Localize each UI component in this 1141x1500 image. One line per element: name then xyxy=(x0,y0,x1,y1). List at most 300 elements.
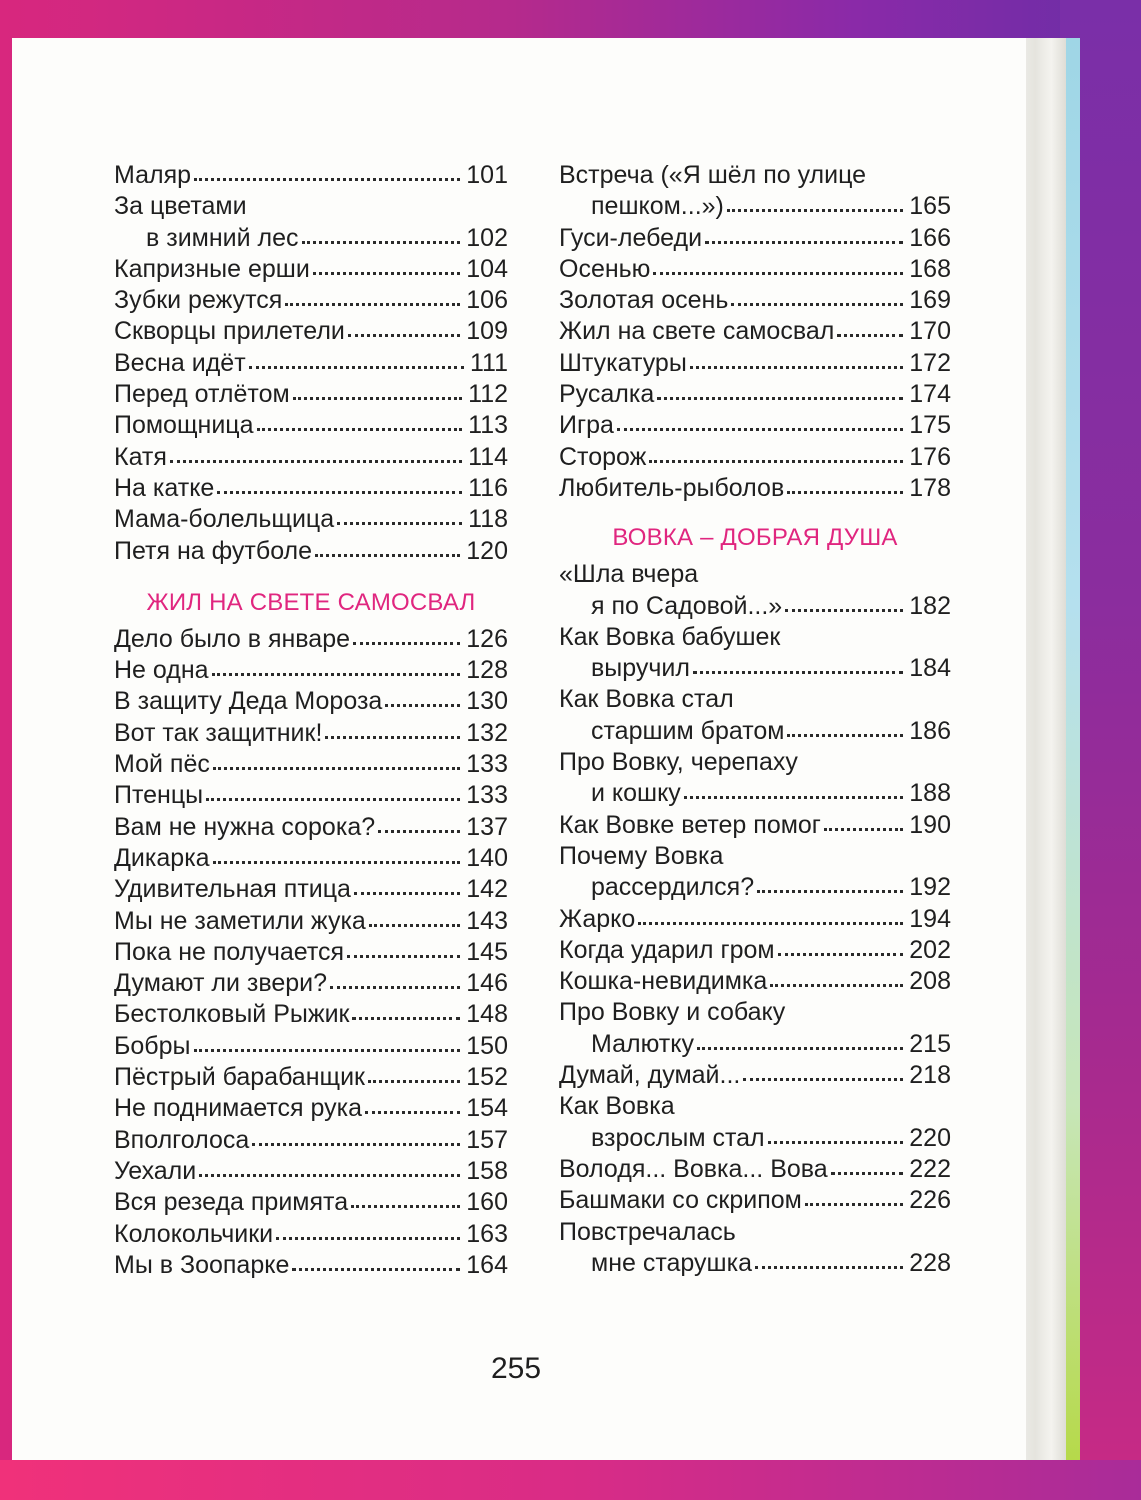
toc-entry xyxy=(114,1093,508,1124)
dot-leader xyxy=(194,1045,461,1052)
toc-entry xyxy=(559,473,951,504)
toc-entry-title: Вся резеда примята xyxy=(114,1188,349,1217)
toc-entry-page: 228 xyxy=(909,1248,951,1277)
dot-leader xyxy=(213,857,461,864)
toc-entry-title: Пёстрый барабанщик xyxy=(114,1063,365,1092)
dot-leader xyxy=(368,1076,460,1083)
toc-entry-title-line: «Шла вчера xyxy=(559,560,699,589)
dot-leader xyxy=(330,982,460,989)
toc-entry-title: Игра xyxy=(559,411,614,440)
toc-entry-page: 118 xyxy=(468,505,508,534)
toc-entry-row xyxy=(114,1062,508,1093)
toc-entry-row xyxy=(559,254,951,285)
toc-entry-title: Думай, думай... xyxy=(559,1061,741,1090)
toc-entry-row xyxy=(559,966,951,997)
toc-entry-row xyxy=(559,348,951,379)
toc-entry-title: Русалка xyxy=(559,380,655,409)
toc-entry-row xyxy=(114,718,508,749)
toc-entry-row xyxy=(114,473,508,504)
toc-entry-page: 142 xyxy=(466,875,508,904)
toc-entry-page: 166 xyxy=(909,223,951,252)
toc-entry-page: 160 xyxy=(466,1188,508,1217)
toc-entry-title: Маляр xyxy=(114,161,192,189)
toc-entry-page: 215 xyxy=(909,1029,951,1058)
toc-entry xyxy=(114,718,508,749)
toc-entry xyxy=(559,966,951,997)
toc-entry-page: 222 xyxy=(909,1154,951,1183)
dot-leader xyxy=(770,980,903,987)
toc-entry xyxy=(114,968,508,999)
toc-entry-title: Катя xyxy=(114,442,167,471)
toc-entry-row xyxy=(559,904,951,935)
toc-entry-row xyxy=(114,536,508,567)
toc-list-left-section xyxy=(114,624,508,1281)
toc-entry-page: 133 xyxy=(466,781,508,810)
toc-entry-page: 133 xyxy=(466,750,508,779)
toc-entry-row xyxy=(559,285,951,316)
toc-right-column xyxy=(559,160,951,1279)
dot-leader xyxy=(785,605,903,612)
toc-entry-row xyxy=(559,1060,951,1091)
toc-entry xyxy=(559,1154,951,1185)
section-title-vovka: ВОВКА – ДОБРАЯ ДУША xyxy=(612,524,898,552)
toc-entry-title: Удивительная птица xyxy=(114,875,351,904)
toc-entry xyxy=(559,1185,951,1216)
toc-entry-title: пешком...») xyxy=(591,192,724,221)
toc-entry-title: Весна идёт xyxy=(114,348,246,377)
toc-entry-title: Мама-болельщица xyxy=(114,505,335,534)
toc-entry-page: 188 xyxy=(909,779,951,808)
dot-leader xyxy=(649,456,903,463)
toc-entry xyxy=(114,812,508,843)
dot-leader xyxy=(743,1074,903,1081)
toc-entry xyxy=(559,622,951,685)
bottom-decor-band xyxy=(0,1460,1141,1500)
toc-entry-title: Колокольчики xyxy=(114,1219,274,1248)
toc-entry xyxy=(114,191,508,254)
dot-leader xyxy=(351,1201,460,1208)
toc-entry-title: Думают ли звери? xyxy=(114,969,328,998)
toc-entry-title: Зубки режутся xyxy=(114,286,283,315)
toc-entry-row xyxy=(559,935,951,966)
toc-entry xyxy=(559,1091,951,1154)
toc-entry-row xyxy=(114,1093,508,1124)
toc-entry-page: 132 xyxy=(466,718,508,747)
toc-entry xyxy=(559,254,951,285)
toc-entry xyxy=(114,1062,508,1093)
toc-entry-title: Помощница xyxy=(114,411,254,440)
toc-entry-row xyxy=(559,1029,951,1060)
toc-entry-title-line: Как Вовка стал xyxy=(559,685,734,714)
toc-entry-page: 226 xyxy=(909,1186,951,1215)
toc-entry-title: Скворцы прилетели xyxy=(114,317,345,346)
toc-entry-page: 112 xyxy=(468,380,508,409)
toc-entry-row xyxy=(114,379,508,410)
toc-entry-title: рассердился? xyxy=(591,873,755,902)
toc-entry xyxy=(114,780,508,811)
toc-entry-title: Золотая осень xyxy=(559,286,729,315)
toc-entry-row xyxy=(114,780,508,811)
toc-entry-row xyxy=(559,716,951,747)
toc-entry-page: 165 xyxy=(909,192,951,221)
dot-leader xyxy=(365,1107,460,1114)
toc-entry-title: Пока не получается xyxy=(114,937,345,966)
toc-entry-page: 146 xyxy=(466,969,508,998)
toc-entry xyxy=(559,379,951,410)
toc-entry-page: 182 xyxy=(909,591,951,620)
toc-entry-page: 111 xyxy=(469,348,508,377)
toc-entry-title: Петя на футболе xyxy=(114,536,313,565)
toc-entry xyxy=(114,999,508,1030)
toc-entry xyxy=(559,559,951,622)
toc-entry-page: 172 xyxy=(909,348,951,377)
toc-entry xyxy=(114,1031,508,1062)
toc-entry-row xyxy=(114,968,508,999)
toc-entry-row xyxy=(114,686,508,717)
dot-leader xyxy=(787,487,903,494)
toc-entry-title: Гуси-лебеди xyxy=(559,223,703,252)
toc-entry-page: 145 xyxy=(466,937,508,966)
toc-entry xyxy=(559,1060,951,1091)
toc-entry-title: Володя... Вовка... Вова xyxy=(559,1154,828,1183)
toc-entry xyxy=(559,348,951,379)
toc-entry-row xyxy=(114,1219,508,1250)
toc-entry-page: 150 xyxy=(466,1031,508,1060)
toc-entry-page: 184 xyxy=(909,654,951,683)
toc-entry xyxy=(114,316,508,347)
toc-entry-title: Мы в Зоопарке xyxy=(114,1250,290,1279)
dot-leader xyxy=(206,794,460,801)
toc-entry-title: Осенью xyxy=(559,254,651,283)
toc-entry xyxy=(114,1125,508,1156)
toc-entry xyxy=(559,285,951,316)
toc-entry xyxy=(114,843,508,874)
toc-entry-title: Сторож xyxy=(559,442,647,471)
toc-entry xyxy=(559,410,951,441)
toc-entry xyxy=(559,160,951,223)
toc-entry xyxy=(559,684,951,747)
toc-entry xyxy=(559,904,951,935)
toc-entry-row xyxy=(114,843,508,874)
dot-leader xyxy=(757,886,903,893)
toc-entry-page: 186 xyxy=(909,716,951,745)
toc-entry xyxy=(114,379,508,410)
toc-entry-row xyxy=(114,937,508,968)
dot-leader xyxy=(805,1199,903,1206)
toc-entry-row xyxy=(559,810,951,841)
toc-entry-title-line: Встреча («Я шёл по улице xyxy=(559,161,867,189)
dot-leader xyxy=(684,792,903,799)
toc-entry-title: Бобры xyxy=(114,1031,191,1060)
toc-entry-title: Вот так защитник! xyxy=(114,718,323,747)
dot-leader xyxy=(653,268,903,275)
toc-entry-page: 109 xyxy=(466,317,508,346)
toc-entry-title: в зимний лес xyxy=(146,223,299,252)
dot-leader xyxy=(337,518,462,525)
dot-leader xyxy=(194,174,460,181)
toc-entry-title: мне старушка xyxy=(591,1248,752,1277)
toc-entry-page: 114 xyxy=(468,442,508,471)
toc-entry-page: 140 xyxy=(466,843,508,872)
toc-entry-row xyxy=(114,285,508,316)
dot-leader xyxy=(705,237,903,244)
toc-entry-title-line: Про Вовку и собаку xyxy=(559,998,786,1027)
toc-entry-row xyxy=(559,778,951,809)
dot-leader xyxy=(697,1043,903,1050)
dot-leader xyxy=(755,1262,903,1269)
toc-entry xyxy=(114,1250,508,1281)
dot-leader xyxy=(217,487,462,494)
toc-entry-page: 202 xyxy=(909,935,951,964)
toc-entry xyxy=(114,504,508,535)
toc-entry-title: Жил на свете самосвал xyxy=(559,317,835,346)
toc-entry xyxy=(114,536,508,567)
dot-leader xyxy=(617,424,903,431)
dot-leader xyxy=(212,669,461,676)
toc-entry xyxy=(559,316,951,347)
toc-entry-title: Как Вовке ветер помог xyxy=(559,810,821,839)
toc-entry-row xyxy=(114,504,508,535)
toc-entry-page: 130 xyxy=(466,687,508,716)
toc-entry-title: Мы не заметили жука xyxy=(114,906,366,935)
toc-entry-title: Дикарка xyxy=(114,843,210,872)
toc-entry xyxy=(114,937,508,968)
toc-entry xyxy=(559,997,951,1060)
toc-entry xyxy=(559,810,951,841)
toc-entry-title: На катке xyxy=(114,473,215,502)
toc-entry-title: Дело было в январе xyxy=(114,624,351,653)
toc-entry-page: 154 xyxy=(466,1094,508,1123)
dot-leader xyxy=(293,393,462,400)
toc-entry-title: Вам не нужна сорока? xyxy=(114,812,376,841)
toc-entry xyxy=(114,1219,508,1250)
toc-entry xyxy=(114,1156,508,1187)
toc-entry-title: Мой пёс xyxy=(114,750,210,779)
toc-entry-title: Не одна xyxy=(114,656,209,685)
toc-entry xyxy=(114,1187,508,1218)
dot-leader xyxy=(731,299,903,306)
toc-entry-page: 168 xyxy=(909,254,951,283)
toc-entry-title: выручил xyxy=(591,654,690,683)
toc-entry-page: 169 xyxy=(909,286,951,315)
toc-entry xyxy=(559,935,951,966)
toc-entry-title: В защиту Деда Мороза xyxy=(114,687,383,716)
toc-entry-row xyxy=(114,749,508,780)
toc-list-right-top xyxy=(559,160,951,504)
toc-entry xyxy=(114,285,508,316)
toc-entry-row xyxy=(559,410,951,441)
toc-entry xyxy=(114,749,508,780)
toc-entry-page: 170 xyxy=(909,317,951,346)
dot-leader xyxy=(693,667,903,674)
toc-entry-row xyxy=(114,906,508,937)
toc-entry xyxy=(114,410,508,441)
toc-entry-page: 218 xyxy=(909,1061,951,1090)
toc-entry-page: 128 xyxy=(466,656,508,685)
toc-entry xyxy=(114,254,508,285)
dot-leader xyxy=(352,1013,460,1020)
toc-entry xyxy=(114,624,508,655)
dot-leader xyxy=(313,268,460,275)
toc-entry xyxy=(559,223,951,254)
toc-entry-row xyxy=(114,1125,508,1156)
toc-entry-page: 120 xyxy=(466,536,508,565)
toc-entry xyxy=(114,442,508,473)
toc-entry-row xyxy=(559,473,951,504)
toc-entry-page: 106 xyxy=(466,286,508,315)
toc-entry-title: Кошка-невидимка xyxy=(559,967,768,996)
toc-entry-row xyxy=(559,1248,951,1279)
toc-entry-page: 116 xyxy=(468,473,508,502)
toc-entry xyxy=(559,442,951,473)
dot-leader xyxy=(348,330,460,337)
toc-entry-row xyxy=(559,223,951,254)
toc-entry-row xyxy=(559,1123,951,1154)
toc-entry-row xyxy=(559,191,951,222)
dot-leader xyxy=(638,918,903,925)
dot-leader xyxy=(787,730,903,737)
toc-entry-row xyxy=(114,655,508,686)
toc-entry-page: 113 xyxy=(468,411,508,440)
toc-entry-title: старшим братом xyxy=(591,716,785,745)
toc-entry xyxy=(114,874,508,905)
toc-entry-row xyxy=(114,223,508,254)
dot-leader xyxy=(252,1139,460,1146)
toc-entry-row xyxy=(114,348,508,379)
toc-entry-row xyxy=(114,316,508,347)
toc-entry-row xyxy=(114,874,508,905)
dot-leader xyxy=(824,824,903,831)
dot-leader xyxy=(257,424,463,431)
dot-leader xyxy=(353,638,460,645)
toc-entry-page: 176 xyxy=(909,442,951,471)
toc-entry-title-line: Как Вовка бабушек xyxy=(559,622,781,651)
toc-entry-title: Любитель-рыболов xyxy=(559,473,785,502)
toc-entry-page: 194 xyxy=(909,904,951,933)
toc-entry-row xyxy=(114,1250,508,1281)
toc-entry-row xyxy=(559,1185,951,1216)
toc-entry-page: 126 xyxy=(466,624,508,653)
dot-leader xyxy=(690,362,903,369)
toc-entry-row xyxy=(559,442,951,473)
toc-entry-page: 104 xyxy=(466,254,508,283)
toc-entry-title-line: За цветами xyxy=(114,192,247,221)
toc-entry-page: 143 xyxy=(466,906,508,935)
dot-leader xyxy=(292,1264,460,1271)
toc-entry-title-line: Повстречалась xyxy=(559,1217,736,1246)
dot-leader xyxy=(378,826,460,833)
toc-entry xyxy=(114,160,508,191)
toc-list-right-section xyxy=(559,559,951,1279)
toc-entry xyxy=(114,686,508,717)
dot-leader xyxy=(727,205,903,212)
toc-entry-page: 158 xyxy=(466,1156,508,1185)
dot-leader xyxy=(325,732,460,739)
toc-left-column xyxy=(114,160,508,1281)
toc-entry-title: Когда ударил гром xyxy=(559,935,775,964)
toc-entry-row xyxy=(114,624,508,655)
dot-leader xyxy=(657,393,903,400)
toc-entry-page: 137 xyxy=(466,812,508,841)
toc-entry-title-line: Почему Вовка xyxy=(559,841,724,870)
toc-entry xyxy=(559,747,951,810)
toc-entry-title: Птенцы xyxy=(114,781,204,810)
toc-entry-page: 190 xyxy=(909,810,951,839)
toc-entry-title: взрослым стал xyxy=(591,1123,765,1152)
toc-entry xyxy=(114,348,508,379)
toc-entry-title: Уехали xyxy=(114,1156,197,1185)
toc-entry xyxy=(559,1217,951,1280)
toc-entry-title: и кошку xyxy=(591,779,681,808)
toc-list-left-top xyxy=(114,160,508,567)
toc-entry-row xyxy=(114,254,508,285)
toc-entry-page: 157 xyxy=(466,1125,508,1154)
toc-entry xyxy=(559,841,951,904)
toc-entry-title-line: Про Вовку, черепаху xyxy=(559,748,798,777)
page-number: 255 xyxy=(490,1352,542,1385)
toc-entry-row xyxy=(559,591,951,622)
toc-entry xyxy=(114,473,508,504)
dot-leader xyxy=(831,1168,904,1175)
toc-entry-row xyxy=(114,160,508,191)
dot-leader xyxy=(315,550,460,557)
dot-leader xyxy=(354,888,460,895)
section-title-samosval: ЖИЛ НА СВЕТЕ САМОСВАЛ xyxy=(146,588,476,616)
toc-entry-row xyxy=(114,1031,508,1062)
dot-leader xyxy=(369,920,460,927)
toc-entry-title: Перед отлётом xyxy=(114,380,290,409)
toc-entry-row xyxy=(114,1187,508,1218)
toc-entry-row xyxy=(114,999,508,1030)
dot-leader xyxy=(768,1137,904,1144)
toc-entry-page: 102 xyxy=(466,223,508,252)
toc-entry-title: Бестолковый Рыжик xyxy=(114,1000,350,1029)
toc-entry-row xyxy=(559,316,951,347)
toc-entry-page: 164 xyxy=(466,1250,508,1279)
dot-leader xyxy=(249,362,464,369)
toc-entry-title: Не поднимается рука xyxy=(114,1094,362,1123)
toc-entry-title: Жарко xyxy=(559,904,636,933)
dot-leader xyxy=(199,1170,460,1177)
toc-entry-title: Вполголоса xyxy=(114,1125,250,1154)
dot-leader xyxy=(170,456,462,463)
toc-entry-title: Малютку xyxy=(591,1029,694,1058)
toc-entry-page: 178 xyxy=(909,473,951,502)
toc-entry-row xyxy=(114,442,508,473)
toc-entry-row xyxy=(559,379,951,410)
toc-entry-row xyxy=(559,872,951,903)
toc-entry-row xyxy=(559,1154,951,1185)
toc-entry-page: 148 xyxy=(466,1000,508,1029)
dot-leader xyxy=(302,237,461,244)
toc-entry-row xyxy=(114,812,508,843)
toc-entry-page: 163 xyxy=(466,1219,508,1248)
toc-entry-page: 101 xyxy=(466,161,508,189)
dot-leader xyxy=(213,763,460,770)
toc-entry xyxy=(114,655,508,686)
dot-leader xyxy=(385,700,460,707)
toc-entry-row xyxy=(559,653,951,684)
toc-entry-page: 208 xyxy=(909,967,951,996)
toc-entry-page: 220 xyxy=(909,1123,951,1152)
toc-entry-title: Штукатуры xyxy=(559,348,687,377)
toc-entry-row xyxy=(114,1156,508,1187)
toc-entry-title-line: Как Вовка xyxy=(559,1092,675,1121)
toc-entry-page: 152 xyxy=(466,1063,508,1092)
toc-entry-title: Капризные ерши xyxy=(114,254,310,283)
toc-entry-page: 192 xyxy=(909,873,951,902)
dot-leader xyxy=(778,949,904,956)
